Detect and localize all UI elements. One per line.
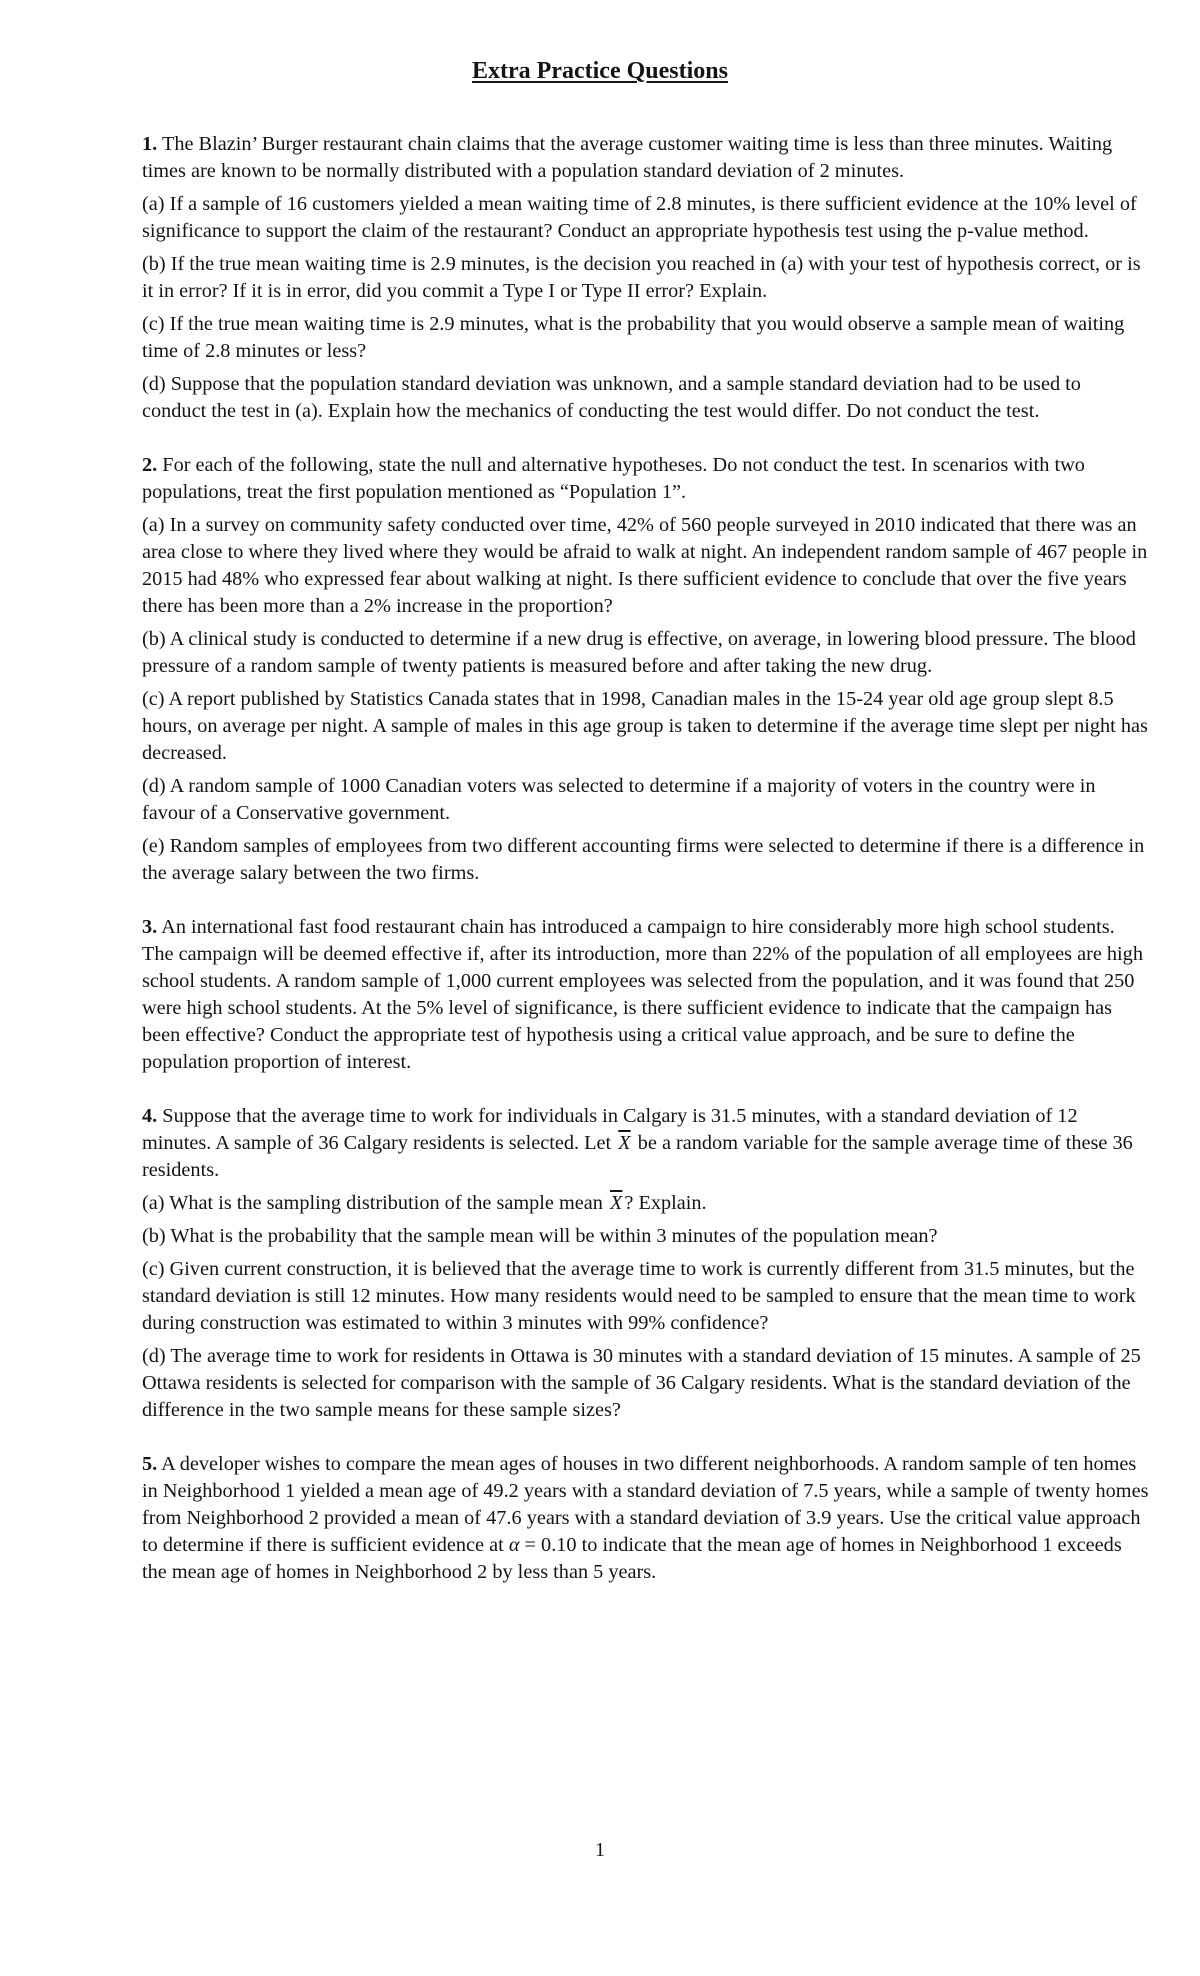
question-number: 3. — [142, 916, 158, 938]
question-part-a: (a) In a survey on community safety conducted over time, 42% of 560 people surveyed in 2010 indicated that there was an area close to where they lived where they would be afraid to walk at night. An independent random sample of 467 people in 2015 had 48% who expressed fear about walking at night. Is there sufficient evidence to conclude that over the five years there has been more than a 2% increase in the proportion? — [142, 514, 1148, 617]
question-part-d: (d) Suppose that the population standard deviation was unknown, and a sample standard deviation had to be used to conduct the test in (a). Explain how the mechanics of conducting the test would differ. Do not conduct the test. — [142, 373, 1081, 422]
question-intro — [142, 1451, 1150, 1586]
question-intro — [142, 914, 1150, 1076]
question-part-b: (b) If the true mean waiting time is 2.9 minutes, is the decision you reached in (a) with your test of hypothesis correct, or is it in error? If it is in error, did you commit a Type I or Type II error? Explain. — [142, 253, 1141, 302]
question-part-a — [142, 1190, 1150, 1217]
question-part-d: (d) The average time to work for residents in Ottawa is 30 minutes with a standard deviation of 15 minutes. A sample of 25 Ottawa residents is selected for comparison with the sample of 36 Calgary residents. What is the standard deviation of the difference in the two sample means for these sample sizes? — [142, 1345, 1141, 1421]
question-number: 5. — [142, 1453, 158, 1475]
question-part-e: (e) Random samples of employees from two different accounting firms were selected to determine if there is a difference in the average salary between the two firms. — [142, 835, 1145, 884]
question-part-c: (c) Given current construction, it is believed that the average time to work is currently different from 31.5 minutes, but the standard deviation is still 12 minutes. How many residents would need to be sampled to ensure that the mean time to work during construction was estimated to within 3 minutes with 99% confidence? — [142, 1258, 1136, 1334]
question-text-pre: A developer wishes to compare the mean ages of houses in two different neighborhoods. A random sample of ten homes in Neighborhood 1 yielded a mean age of 49.2 years with a standard deviation of 7.5 years, while a sample of twenty homes from Neighborhood 2 provided a mean of 47.6 years with a standard deviation of 3.9 years. Use the critical value approach to determine if there is sufficient evidence at — [142, 1453, 1149, 1556]
question-text-pre: Suppose that the average time to work for individuals in Calgary is 31.5 minutes, with a standard deviation of 12 minutes. A sample of 36 Calgary residents is selected. Let — [142, 1105, 1078, 1154]
question-part-d: (d) A random sample of 1000 Canadian voters was selected to determine if a majority of voters in the country were in favour of a Conservative government. — [142, 775, 1096, 824]
question-text-post: be a random variable for the sample average time of these 36 residents. — [142, 1132, 1133, 1181]
question-number: 1. — [142, 133, 158, 155]
part-a-text-post: ? Explain. — [624, 1192, 707, 1214]
questions-list — [142, 131, 1150, 1613]
question-number: 2. — [142, 454, 158, 476]
question-text: The Blazin’ Burger restaurant chain claims that the average customer waiting time is less than three minutes. Waiting times are known to be normally distributed with a population standard deviation of 2 minutes. — [142, 133, 1113, 182]
question-3 — [142, 914, 1150, 1076]
page-number: 1 — [595, 1839, 605, 1861]
sample-mean-symbol: $\overline{X}$ — [610, 1192, 623, 1214]
question-part-b: (b) A clinical study is conducted to determine if a new drug is effective, on average, in lowering blood pressure. The blood pressure of a random sample of twenty patients is measured before and after taking the new drug. — [142, 628, 1136, 677]
question-text-post: = 0.10 to indicate that the mean age of homes in Neighborhood 1 exceeds the mean age of homes in Neighborhood 2 by less than 5 years. — [142, 1534, 1122, 1583]
question-text: For each of the following, state the null and alternative hypotheses. Do not conduct the test. In scenarios with two populations, treat the first population mentioned as “Population 1”. — [142, 454, 1085, 503]
question-part-c: (c) A report published by Statistics Canada states that in 1998, Canadian males in the 15-24 year old age group slept 8.5 hours, on average per night. A sample of males in this age group is taken to determine if the average time slept per night has decreased. — [142, 688, 1148, 764]
part-a-text-pre: (a) What is the sampling distribution of the sample mean — [142, 1192, 603, 1214]
page-title: Extra Practice Questions — [472, 58, 728, 84]
sample-mean-symbol: $\overline{X}$ — [618, 1132, 631, 1154]
question-4 — [142, 1103, 1150, 1424]
question-number: 4. — [142, 1105, 158, 1127]
question-intro — [142, 131, 1150, 185]
question-part-a: (a) If a sample of 16 customers yielded a mean waiting time of 2.8 minutes, is there sufficient evidence at the 10% level of significance to support the claim of the restaurant? Conduct an appropriate hypothesis test using the p-value method. — [142, 193, 1137, 242]
question-text: An international fast food restaurant chain has introduced a campaign to hire considerably more high school students. The campaign will be deemed effective if, after its introduction, more than 22% of the population of all employees are high school students. A random sample of 1,000 current employees was selected from the population, and it was found that 250 were high school students. At the 5% level of significance, is there sufficient evidence to indicate that the campaign has been effective? Conduct the appropriate test of hypothesis using a critical value approach, and be sure to define the population proportion of interest. — [142, 916, 1143, 1073]
question-intro — [142, 452, 1150, 506]
question-1 — [142, 131, 1150, 425]
question-part-c: (c) If the true mean waiting time is 2.9 minutes, what is the probability that you would observe a sample mean of waiting time of 2.8 minutes or less? — [142, 313, 1125, 362]
alpha-symbol: α — [508, 1534, 520, 1556]
question-part-b: (b) What is the probability that the sample mean will be within 3 minutes of the population mean? — [142, 1225, 938, 1247]
question-2 — [142, 452, 1150, 887]
question-5 — [142, 1451, 1150, 1586]
question-intro — [142, 1103, 1150, 1184]
